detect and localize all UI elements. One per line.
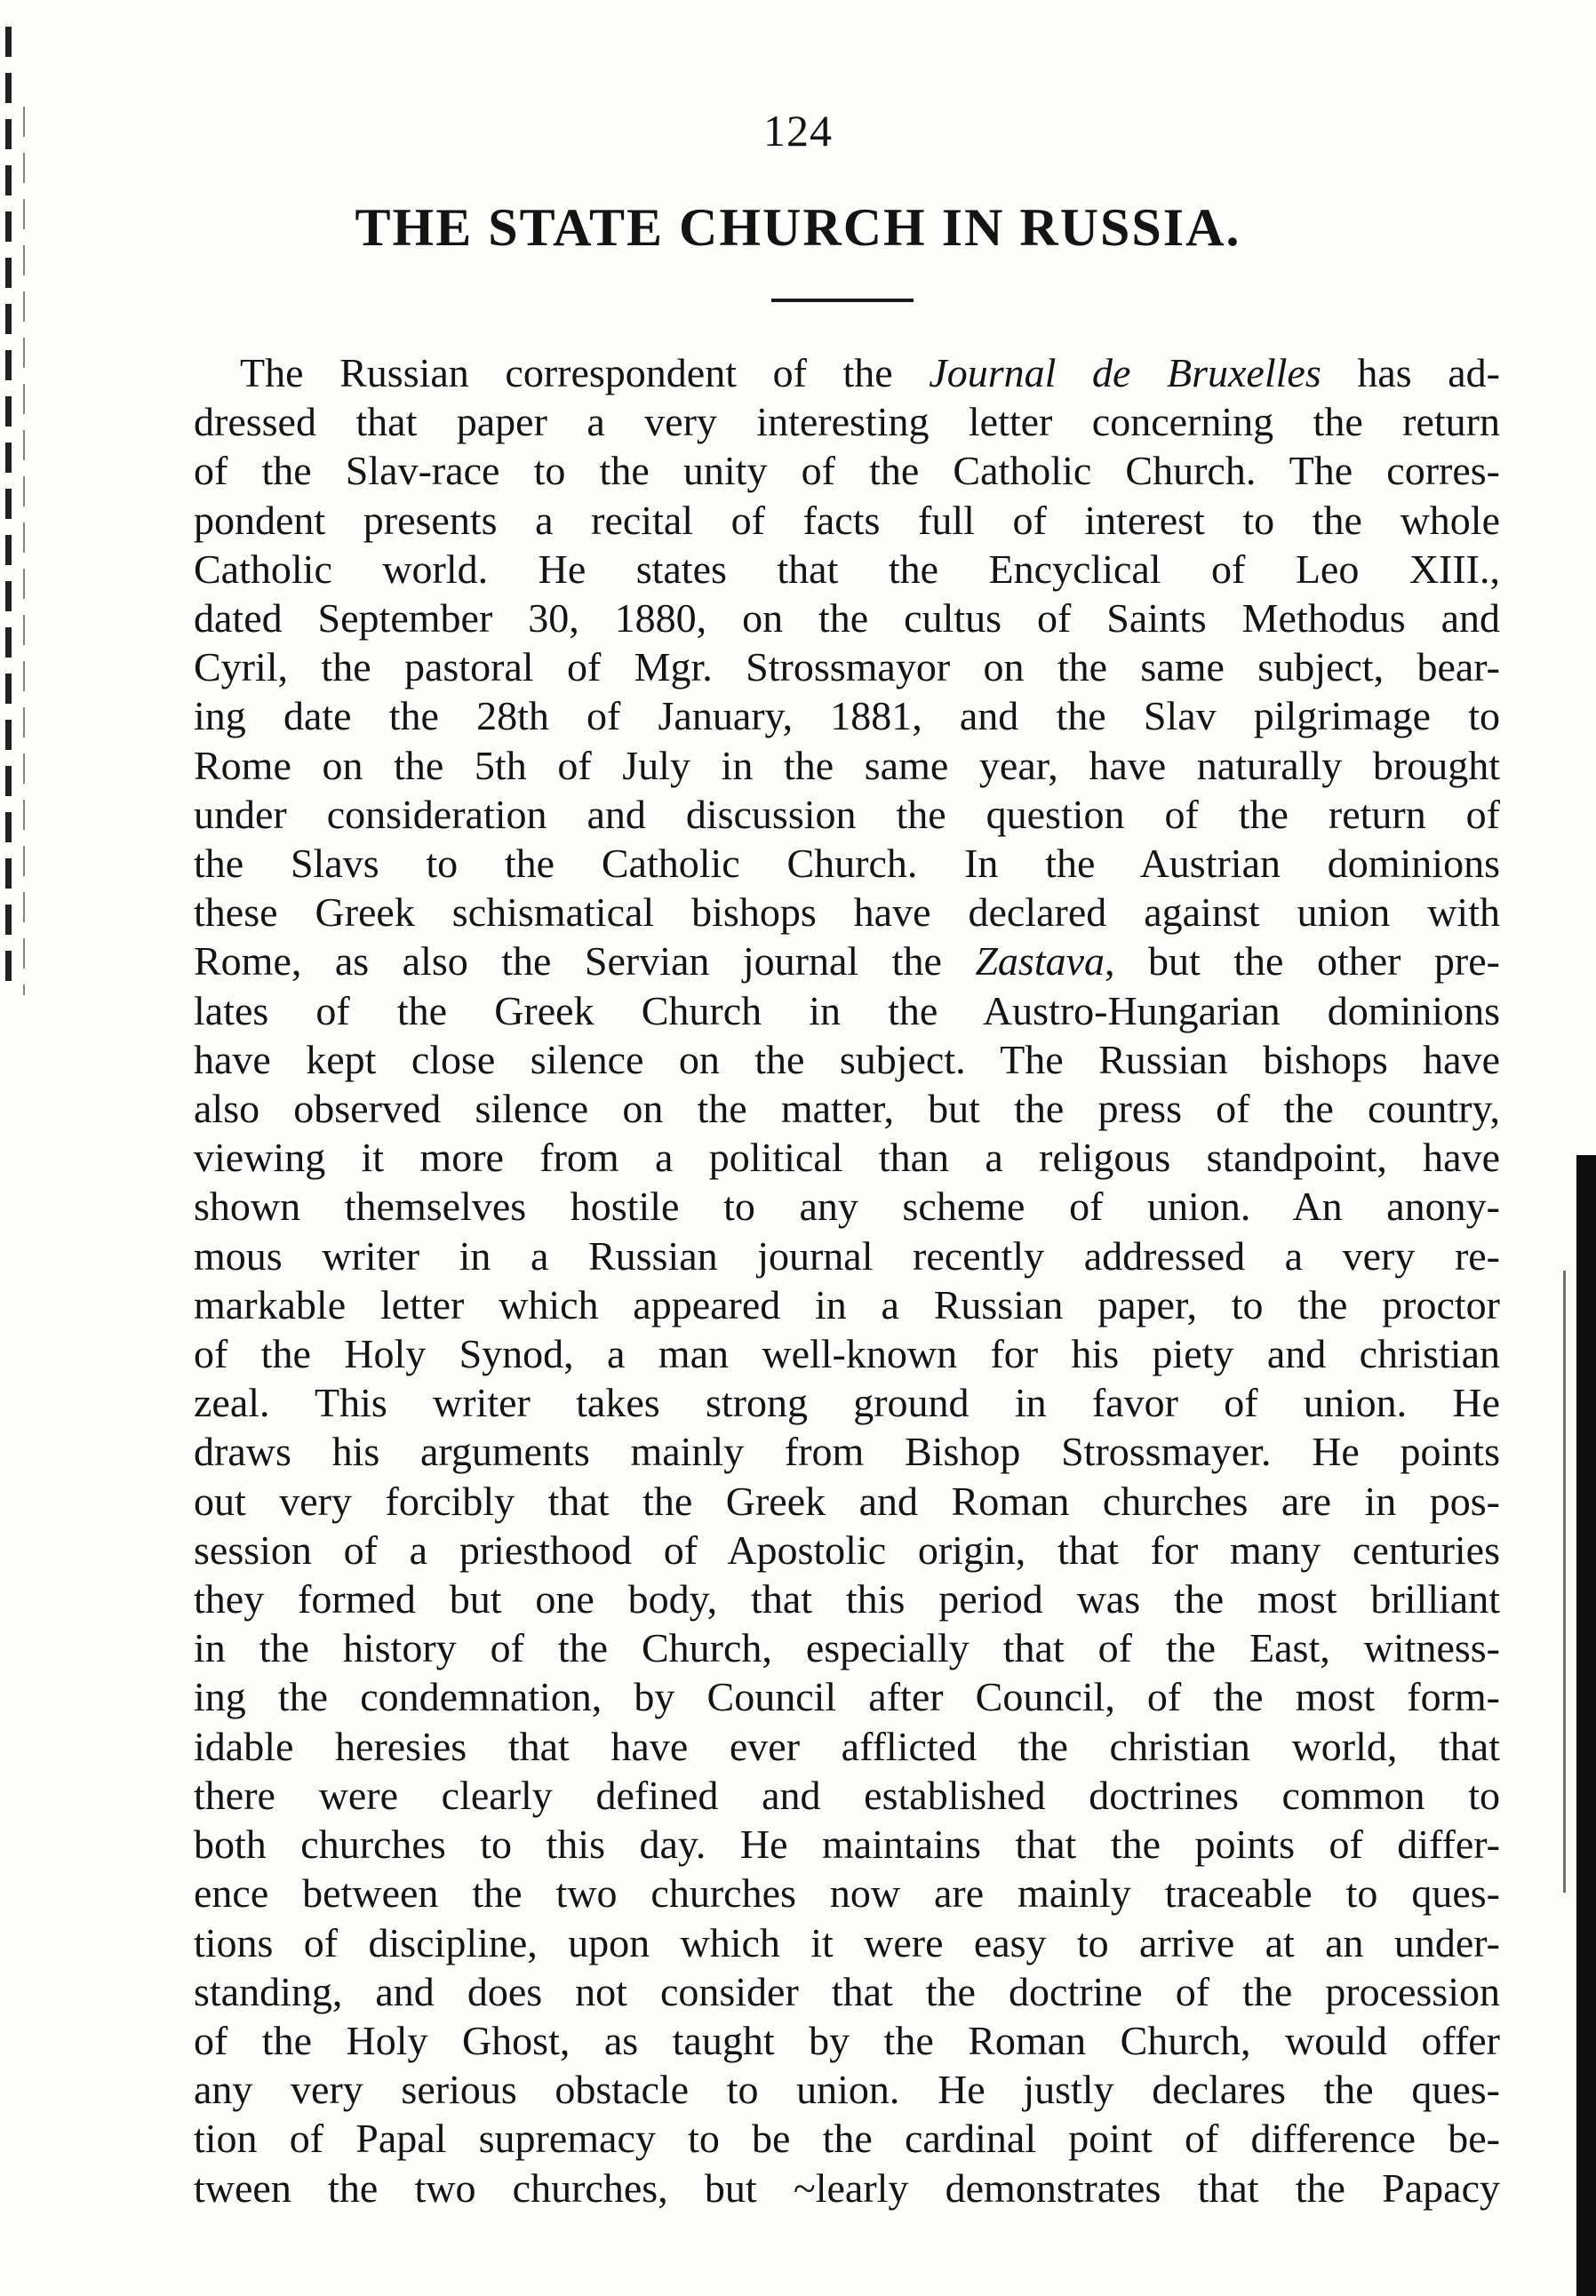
text-line [194,1869,1500,1917]
text-line [194,839,1500,888]
text-run: , but the other pre- [1105,938,1500,985]
italic-title: Journal de Bruxelles [929,350,1321,395]
text-run: of the Slav-race to the unity of the Catholic Church. The corres- [194,448,1500,494]
text-line [194,2164,1500,2212]
text-run: ence between the two churches now are mainly traceable to ques- [194,1870,1500,1917]
text-run: draws his arguments mainly from Bishop Strossmayer. He points [194,1429,1500,1475]
text-line [194,937,1500,985]
text-line [194,1182,1500,1231]
text-run: out very forcibly that the Greek and Roman churches are in pos- [194,1478,1500,1524]
text-run: they formed but one body, that this period was the most brilliant [194,1576,1500,1622]
text-line [194,986,1500,1035]
text-line [194,1722,1500,1771]
text-run: have kept close silence on the subject. The Russian bishops have [194,1036,1500,1082]
text-line [194,2065,1500,2114]
text-run: markable letter which appeared in a Russian paper, to the proctor [194,1281,1500,1327]
right-scan-edge [1576,1155,1596,2296]
body-paragraph [194,348,1500,2212]
text-line [194,496,1500,545]
text-line [194,2114,1500,2163]
text-run: under consideration and discussion the question of the return of [194,791,1500,837]
text-run: zeal. This writer takes strong ground in favor of union. He [194,1380,1500,1426]
text-line [194,888,1500,937]
text-line [194,1035,1500,1084]
text-run: there were clearly defined and established doctrines common to [194,1772,1500,1818]
text-line [194,1133,1500,1182]
text-run: Rome on the 5th of July in the same year, have naturally brought [194,742,1500,788]
chapter-title: THE STATE CHURCH IN RUSSIA. [355,198,1241,257]
text-run: Catholic world. He states that the Encyclical of Leo XIII., [194,546,1500,592]
title-divider [771,299,914,302]
text-line [194,1280,1500,1329]
text-line [194,1967,1500,2016]
text-run: pondent presents a recital of facts full of interest to the whole [194,497,1500,543]
text-line [194,446,1500,495]
text-line [194,397,1500,446]
text-run: both churches to this day. He maintains that the points of differ- [194,1822,1500,1868]
left-scan-edge [5,27,12,986]
text-line [194,594,1500,642]
text-run: tween the two churches, but ~learly demonstrates that the Papacy [194,2164,1500,2211]
text-line [194,545,1500,594]
text-line [194,1526,1500,1575]
text-line [194,1918,1500,1967]
text-line [194,1820,1500,1869]
text-run: mous writer in a Russian journal recently addressed a very re- [194,1232,1500,1279]
text-run: lates of the Greek Church in the Austro-Hungarian dominions [194,987,1500,1033]
right-scan-edge-thin [1563,1271,1566,1893]
text-run: of the Holy Synod, a man well-known for his piety and christian [194,1331,1500,1377]
text-line [194,1329,1500,1378]
text-line [194,691,1500,740]
text-line [194,1575,1500,1623]
text-run: of the Holy Ghost, as taught by the Roman Church, would offer [194,2017,1500,2063]
text-line [194,790,1500,839]
italic-title: Zastava [975,938,1105,985]
text-line [194,741,1500,790]
text-run: has ad- [1321,350,1500,395]
text-run: idable heresies that have ever afflicted the christian world, that [194,1723,1500,1769]
text-line [194,1378,1500,1427]
text-line [194,1623,1500,1672]
text-line [194,1232,1500,1280]
text-run: shown themselves hostile to any scheme of union. An anony- [194,1184,1500,1230]
text-line [194,1477,1500,1526]
text-line [194,2016,1500,2065]
text-line [194,1771,1500,1820]
text-run: tion of Papal supremacy to be the cardinal point of difference be- [194,2116,1500,2162]
text-line [194,348,1500,397]
text-run: ing the condemnation, by Council after Council, of the most form- [194,1674,1500,1720]
text-run: ing date the 28th of January, 1881, and the Slav pilgrimage to [194,693,1500,739]
text-run: tions of discipline, upon which it were easy to arrive at an under- [194,1919,1500,1965]
text-line [194,1427,1500,1476]
text-line [194,1672,1500,1721]
text-run: the Slavs to the Catholic Church. In the Austrian dominions [194,841,1500,887]
text-run: any very serious obstacle to union. He justly declares the ques- [194,2067,1500,2113]
text-run: session of a priesthood of Apostolic origin, that for many centuries [194,1527,1500,1573]
text-run: viewing it more from a political than a religous standpoint, have [194,1135,1500,1181]
text-run: in the history of the Church, especially that of the East, witness- [194,1625,1500,1671]
text-run: Cyril, the pastoral of Mgr. Strossmayor on the same subject, bear- [194,644,1500,690]
text-run: also observed silence on the matter, but the press of the country, [194,1086,1500,1132]
page-number: 124 [763,106,833,155]
text-line [194,642,1500,691]
text-run: The Russian correspondent of the [240,350,930,395]
text-run: Rome, as also the Servian journal the [194,938,976,985]
text-run: dated September 30, 1880, on the cultus of Saints Methodus and [194,595,1500,642]
text-run: these Greek schismatical bishops have declared against union with [194,889,1500,936]
text-run: standing, and does not consider that the doctrine of the procession [194,1968,1500,2014]
text-run: dressed that paper a very interesting letter concerning the return [194,399,1500,445]
text-line [194,1084,1500,1133]
